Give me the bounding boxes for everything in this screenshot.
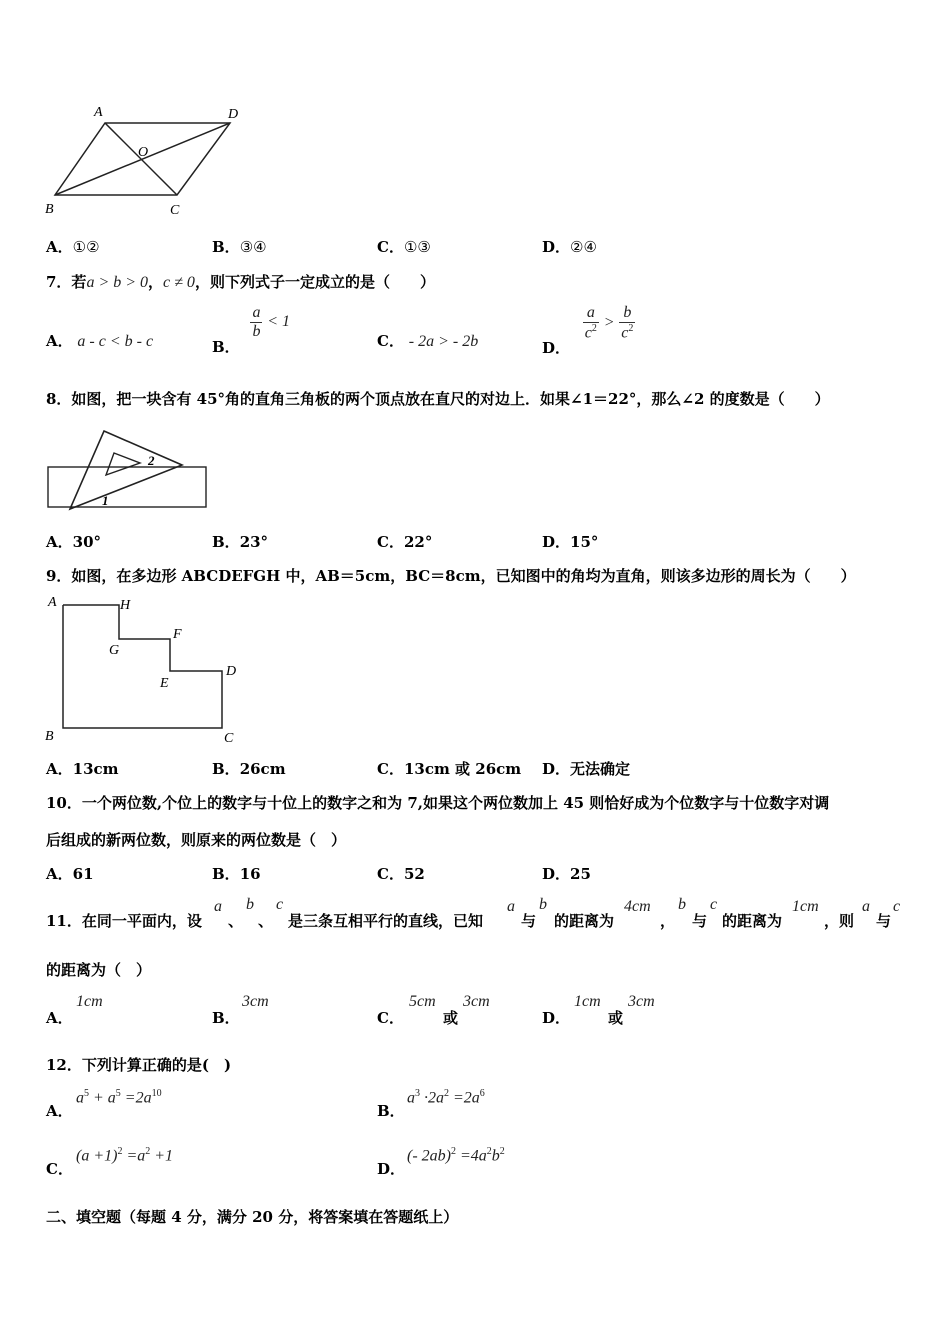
q12-expr-b: $a^3 \cdot 2a^2 =2a^6$ [407,1088,485,1107]
q11-text-2: 是三条互相平行的直线，已知 [288,912,484,930]
q7-option-d[interactable]: D． $\frac{a}{c^2}$ > $\frac{b}{c^2}$ [542,304,634,357]
q11-dist-ab: 4cm [624,898,651,915]
q12-option-c[interactable]: C． $(a +1)^2 =a^2 +1$ [46,1146,174,1178]
section-2-heading: 二、填空题（每题 4 分，满分 20 分，将答案填在答题纸上） [46,1208,459,1226]
q11-var-c2: c [710,896,718,913]
q11-text-5: ， [660,912,676,930]
q12-stem: 12．下列计算正确的是( ) [46,1056,232,1074]
q7-option-b[interactable]: B． $\frac{a}{b}$ < 1 [212,304,291,357]
set-square-inner [106,453,140,475]
label-a: A [94,105,103,120]
label-f: F [173,627,182,642]
q10-stem-line2: 后组成的新两位数，则原来的两位数是（ ） [46,831,347,849]
ruler-triangle-figure [44,425,214,513]
q11-option-b[interactable]: B． 3cm [212,993,269,1027]
q6-option-a[interactable]: A．①② [46,238,100,256]
q11-text-3: 与 [521,912,537,930]
q11-text-4: 的距离为 [554,912,615,930]
q11-option-a[interactable]: A． 1cm [46,993,103,1027]
label-o: O [138,145,149,160]
label-d: D [228,107,239,122]
label-g: G [109,643,120,658]
q9-option-d[interactable]: D．无法确定 [542,760,631,778]
q12-expr-c: $(a +1)^2 =a^2 +1$ [76,1146,174,1165]
q12-expr-a: $a^5 + a^5 =2a^{10}$ [76,1088,162,1107]
q10-option-d[interactable]: D．25 [542,865,591,883]
q11-var-c3: c [893,898,901,915]
q11-text-6: 与 [692,912,708,930]
angle-2-label: 2 [148,453,155,468]
q11-dist-bc: 1cm [792,898,819,915]
q9-option-c[interactable]: C．13cm 或 26cm [377,760,522,778]
q6-option-d[interactable]: D．②④ [542,238,597,256]
label-h: H [120,598,131,613]
q12-option-a[interactable]: A． $a^5 + a^5 =2a^{10}$ [46,1088,162,1120]
q6-option-b[interactable]: B．③④ [212,238,267,256]
q11-var-b2: b [539,896,547,913]
q11-option-c[interactable]: C． 5cm 或 3cm [377,993,490,1027]
q12-option-b[interactable]: B． $a^3 \cdot 2a^2 =2a^6$ [377,1088,485,1120]
q11-text-8: ，则 [824,912,855,930]
q11-var-c: c [276,896,284,913]
label-d: D [226,664,237,679]
label-c: C [170,203,180,218]
q9-stem: 9．如图，在多边形 ABCDEFGH 中，AB＝5cm，BC＝8cm，已知图中的角均为直角，则该多边形的周长为（ ） [46,567,856,585]
polygon-abcdefgh [63,605,222,728]
label-c: C [224,731,234,746]
polygon-figure [40,590,250,750]
q11-comma2: 、 [258,912,274,930]
q10-option-c[interactable]: C．52 [377,865,425,883]
q11-var-a2: a [507,898,515,915]
q8-option-c[interactable]: C．22° [377,533,433,551]
q8-option-b[interactable]: B．23° [212,533,269,551]
q12-expr-d: (- $2ab)^2 =4a^2b^2$ [407,1146,505,1165]
q11-text-7: 的距离为 [722,912,783,930]
angle-1-label: 1 [102,493,109,508]
q9-option-a[interactable]: A．13cm [46,760,119,778]
q7-option-c[interactable]: C． - 2a > - 2b [377,332,479,350]
q7-option-a[interactable]: A． a - c < b - c [46,332,154,350]
label-b: B [45,202,54,217]
q11-var-a3: a [862,898,870,915]
q11-text-9: 与 [876,912,892,930]
q12-option-d[interactable]: D． (- $2ab)^2 =4a^2b^2$ [377,1146,505,1178]
q10-option-b[interactable]: B．16 [212,865,261,883]
q11-option-d[interactable]: D． 1cm 或 3cm [542,993,655,1027]
set-square-outer [70,431,182,509]
q7-stem: 7．若a > b > 0，c ≠ 0，则下列式子一定成立的是（ ） [46,273,435,291]
q8-option-d[interactable]: D．15° [542,533,599,551]
parallelogram-figure [40,100,250,225]
q8-stem: 8．如图，把一块含有 45°角的直角三角板的两个顶点放在直尺的对边上．如果∠1＝22°，那么∠2 的度数是（ ） [46,390,830,408]
q11-var-a: a [214,898,222,915]
label-a: A [48,595,57,610]
q11-var-b: b [246,896,254,913]
q11-var-b3: b [678,896,686,913]
q8-option-a[interactable]: A．30° [46,533,102,551]
q11-stem-line1: 11．在同一平面内，设 [46,912,202,930]
q11-stem-line2: 的距离为（ ） [46,961,152,979]
q10-stem-line1: 10．一个两位数,个位上的数字与十位上的数字之和为 7,如果这个两位数加上 45 则恰好成为个位数字与十位数字对调 [46,794,830,812]
q6-option-c[interactable]: C．①③ [377,238,431,256]
q10-option-a[interactable]: A．61 [46,865,94,883]
label-e: E [160,676,169,691]
label-b: B [45,729,54,744]
q11-comma1: 、 [228,912,244,930]
q9-option-b[interactable]: B．26cm [212,760,286,778]
